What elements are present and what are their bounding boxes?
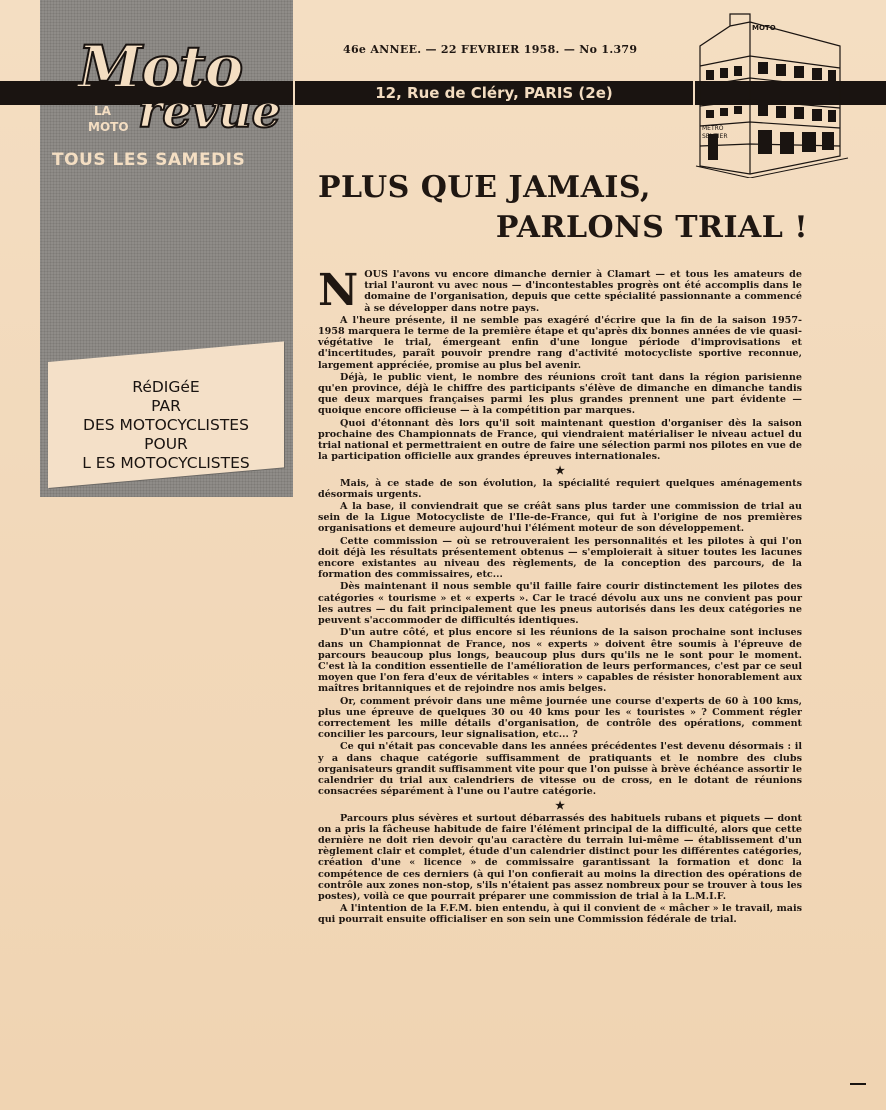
- drop-cap: N: [318, 265, 359, 316]
- article-body: [318, 265, 802, 927]
- logo-moto-small: MOTO: [88, 120, 129, 134]
- building-sign-sentier: SENTIER: [702, 133, 728, 140]
- card-line: L ES MOTOCYCLISTES: [82, 454, 250, 472]
- headline: [318, 168, 808, 248]
- card-line: POUR: [144, 435, 188, 453]
- page-end-dash: [850, 1083, 866, 1085]
- paragraph: Dès maintenant il nous semble qu'il faille faire courir distinctement les pilotes des catégories « tourisme » et « experts ». Car le tracé dévolu aux uns ne convient pas pour les autres — du fait principalement que les pneus autorisés dans les deux catégories ne peuvent s'accommoder de difficultés identiques.: [318, 581, 802, 627]
- dateline: 46e ANNEE. — 22 FEVRIER 1958. — No 1.379: [343, 43, 638, 56]
- paragraph: Mais, à ce stade de son évolution, la spécialité requiert quelques aménagements désormais urgents.: [318, 477, 802, 500]
- star-separator-icon: ★: [555, 464, 565, 478]
- paragraph: NOUS l'avons vu encore dimanche dernier à Clamart — et tous les amateurs de trial l'auront vu avec nous — d'incontestables progrès ont été accomplis dans le domaine de l'organisation, depuis que cette spécialité passionnante a commencé à se développer dans notre pays.: [318, 265, 802, 316]
- paragraph: A la base, il conviendrait que se créât sans plus tarder une commission de trial au sein de la Ligue Motocycliste de l'Ile-de-France, qui fut à l'origine de nos premières organisations et demeure aujourd'hui l'élément moteur de son développement.: [318, 501, 802, 535]
- address-text: 12, Rue de Cléry, PARIS (2e): [375, 84, 613, 102]
- tagline-card-text: [48, 378, 284, 473]
- card-line: DES MOTOCYCLISTES: [83, 416, 249, 434]
- card-line: PAR: [151, 397, 181, 415]
- logo-moto: Moto: [78, 33, 243, 101]
- paragraph: Quoi d'étonnant dès lors qu'il soit maintenant question d'organiser dès la saison prochaine des Championnats de France, qui viendraient matérialiser le niveau actuel du trial national et permettraient en outre de faire une sélection parmi nos pilotes en vue de la participation officielle aux grandes épreuves internationales.: [318, 417, 802, 463]
- address-banner: [293, 81, 695, 105]
- tagline: TOUS LES SAMEDIS: [52, 150, 246, 170]
- paragraph: A l'intention de la F.F.M. bien entendu, à qui il convient de « mâcher » le travail, mais qui pourrait ensuite officialiser en son sein une Commission fédérale de trial.: [318, 903, 802, 926]
- paragraph: Parcours plus sévères et surtout débarrassés des habituels rubans et piquets — dont on a pris la fâcheuse habitude de faire l'élément principal de la difficulté, alors que cette dernière ne doit rien devoir qu'au caractère du terrain lui-même — établissement d'un règlement clair et complet, étude d'un calendrier distinct pour les différentes catégories, création d'une « licence » de commissaire garantissant la formation et donc la compétence de ces derniers (à qui l'on confierait au moins la direction des opérations de contrôle aux zones non-stop, s'ils n'étaient pas assez nombreux pour se trouver à tous les postes), voilà ce que pourrait préparer une commission de trial à la L.M.I.F.: [318, 812, 802, 902]
- paragraph: Ce qui n'était pas concevable dans les années précédentes l'est devenu désormais : il y a dans chaque catégorie suffisamment de pratiquants et le nombre des clubs organisateurs grandit suffisamment vite pour que l'on puisse à brève échéance assortir le calendrier du trial aux calendriers de vitesse ou de cross, en le dotant de réunions consacrées séparément à l'une ou l'autre catégorie.: [318, 741, 802, 798]
- logo-revue: revue: [138, 84, 281, 138]
- star-separator-icon: ★: [555, 799, 565, 813]
- headline-line-2: PARLONS TRIAL !: [495, 210, 808, 245]
- paragraph: Déjà, le public vient, le nombre des réunions croît tant dans la région parisienne qu'en province, déjà le chiffre des participants s'élève de dimanche en dimanche tandis que deux marques françaises parmi les plus grandes prennent une part évidente — quoique encore officieuse — à la compétition par marques.: [318, 371, 802, 417]
- headline-line-1: PLUS QUE JAMAIS,: [318, 170, 651, 205]
- building-sign-moto: MOTO: [752, 24, 776, 32]
- card-line: RéDIGéE: [132, 378, 200, 396]
- paragraph: D'un autre côté, et plus encore si les réunions de la saison prochaine sont incluses dans un Championnat de France, nos « experts » doivent être soumis à l'épreuve de parcours beaucoup plus longs, beaucoup plus durs qu'ils ne le sont pour le moment. C'est là la condition essentielle de l'amélioration de leurs performances, c'est par ce seul moyen que l'on fera d'eux de véritables « inters » capables de résister honorablement aux maîtres britanniques et de rejoindre nos amis belges.: [318, 627, 802, 695]
- paragraph: Cette commission — où se retrouveraient les personnalités et les pilotes à qui l'on doit déjà les résultats présentement obtenus — s'emploierait à situer toutes les lacunes encore existantes au niveau des règlements, de la conception des parcours, de la formation des commissaires, etc...: [318, 535, 802, 581]
- paragraph: A l'heure présente, il ne semble pas exagéré d'écrire que la fin de la saison 1957-1958 marquera le terme de la première étape et qu'après dix bonnes années de vie quasi-végétative le trial, émergeant enfin d'une longue période d'improvisations et d'incertitudes, paraît pouvoir prendre rang d'activité motocycliste sportive reconnue, largement appréciée, promise au plus bel avenir.: [318, 314, 802, 371]
- paragraph: Or, comment prévoir dans une même journée une course d'experts de 60 à 100 kms, plus une épreuve de quelques 30 ou 40 kms pour les « touristes » ? Comment régler correctement les mille détails d'organisation, de contrôle des opérations, comment concilier les parcours, leur signalisation, etc... ?: [318, 695, 802, 741]
- building-illustration: [690, 6, 850, 178]
- logo-la: LA: [94, 104, 111, 118]
- building-sign-metro: METRO: [702, 125, 724, 132]
